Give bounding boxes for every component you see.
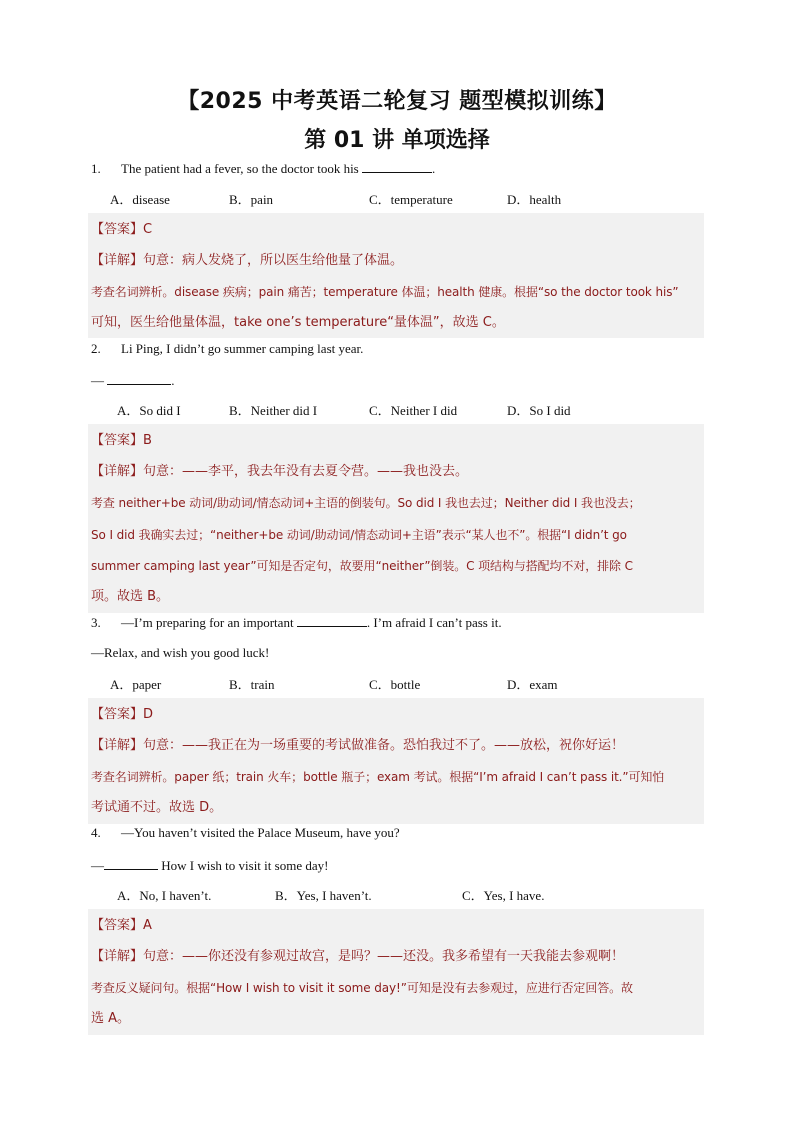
explanation-line: 考查反义疑问句。根据“How I wish to visit it some day!”可知是没有去参观过，应进行否定回答。故 bbox=[91, 981, 633, 995]
answer-box-2 bbox=[88, 424, 704, 613]
explanation-line: So I did 我确实去过；“neither+be 动词/助动词/情态动词+主语”表示“某人也不”。根据“I didn’t go bbox=[91, 528, 627, 542]
question-text: The patient had a fever, so the doctor took his bbox=[121, 161, 359, 176]
explanation-line: summer camping last year”可知是否定句，故要用“neither”倒装。C 项结构与搭配均不对，排除 C bbox=[91, 559, 633, 573]
option-c: C．Neither I did bbox=[369, 403, 458, 418]
question-4-reply bbox=[91, 857, 328, 874]
answer-box-4 bbox=[88, 909, 704, 1035]
question-3-reply: —Relax, and wish you good luck! bbox=[91, 645, 270, 660]
question-number: 4. bbox=[91, 825, 101, 840]
answer-label: 【答案】A bbox=[91, 918, 152, 933]
option-b: B．Neither did I bbox=[229, 403, 318, 418]
explanation-line: 考试通不过。故选 D。 bbox=[91, 800, 223, 815]
option-c: C．Yes, I have. bbox=[462, 888, 545, 903]
option-b: B．train bbox=[229, 677, 275, 692]
dash: — bbox=[91, 858, 104, 873]
answer-blank bbox=[297, 614, 367, 627]
explanation-line: 项。故选 B。 bbox=[91, 589, 170, 604]
option-a: A．paper bbox=[110, 677, 162, 692]
option-a: A．disease bbox=[110, 192, 170, 207]
option-d: D．health bbox=[507, 192, 562, 207]
answer-blank bbox=[362, 160, 432, 173]
answer-label: 【答案】C bbox=[91, 222, 153, 237]
period: . bbox=[171, 373, 175, 388]
question-2-reply bbox=[91, 372, 175, 389]
explanation-line: 【详解】句意：——你还没有参观过故宫，是吗？——还没。我多希望有一天我能去参观啊！ bbox=[91, 949, 625, 964]
reply-text: How I wish to visit it some day! bbox=[158, 858, 329, 873]
explanation-line: 【详解】句意：病人发烧了，所以医生给他量了体温。 bbox=[91, 253, 404, 268]
option-c: C．bottle bbox=[369, 677, 421, 692]
answer-blank bbox=[107, 372, 171, 385]
question-text: —I’m preparing for an important bbox=[121, 615, 294, 630]
option-d: D．exam bbox=[507, 677, 558, 692]
answer-label: 【答案】B bbox=[91, 433, 152, 448]
question-number: 1. bbox=[91, 161, 101, 176]
question-1-stem bbox=[91, 160, 435, 177]
answer-blank bbox=[104, 857, 158, 870]
answer-label: 【答案】D bbox=[91, 707, 154, 722]
document-title: 【2025 中考英语二轮复习 题型模拟训练】 bbox=[177, 89, 617, 114]
option-b: B．pain bbox=[229, 192, 274, 207]
question-number: 3. bbox=[91, 615, 101, 630]
option-d: D．So I did bbox=[507, 403, 571, 418]
explanation-line: 【详解】句意：——我正在为一场重要的考试做准备。恐怕我过不了。——放松，祝你好运！ bbox=[91, 738, 625, 753]
question-text: Li Ping, I didn’t go summer camping last year. bbox=[121, 341, 364, 356]
answer-box-1 bbox=[88, 213, 704, 338]
explanation-line: 考查名词辨析。paper 纸；train 火车；bottle 瓶子；exam 考试。根据“I’m afraid I can’t pass it.”可知怕 bbox=[91, 770, 665, 784]
option-c: C．temperature bbox=[369, 192, 453, 207]
question-text: —You haven’t visited the Palace Museum, have you? bbox=[121, 825, 400, 840]
question-text-end: . I’m afraid I can’t pass it. bbox=[366, 615, 502, 630]
explanation-line: 考查名词辨析。disease 疾病；pain 痛苦；temperature 体温；health 健康。根据“so the doctor took his” bbox=[91, 285, 679, 299]
explanation-line: 考查 neither+be 动词/助动词/情态动词+主语的倒装句。So did I 我也去过；Neither did I 我也没去； bbox=[91, 496, 641, 510]
question-4-stem bbox=[91, 825, 400, 841]
explanation-line: 选 A。 bbox=[91, 1011, 131, 1026]
question-2-stem bbox=[91, 341, 363, 357]
answer-box-3 bbox=[88, 698, 704, 824]
question-3-stem bbox=[91, 614, 502, 631]
question-number: 2. bbox=[91, 341, 101, 356]
option-a: A．So did I bbox=[117, 403, 181, 418]
option-a: A．No, I haven’t. bbox=[117, 888, 212, 903]
question-text-end: . bbox=[432, 161, 436, 176]
option-b: B．Yes, I haven’t. bbox=[275, 888, 372, 903]
explanation-line: 【详解】句意：——李平，我去年没有去夏令营。——我也没去。 bbox=[91, 464, 469, 479]
dash: — bbox=[91, 373, 104, 388]
explanation-line: 可知，医生给他量体温，take one’s temperature“量体温”，故选 C。 bbox=[91, 315, 505, 330]
lesson-subtitle: 第 01 讲 单项选择 bbox=[304, 128, 490, 153]
